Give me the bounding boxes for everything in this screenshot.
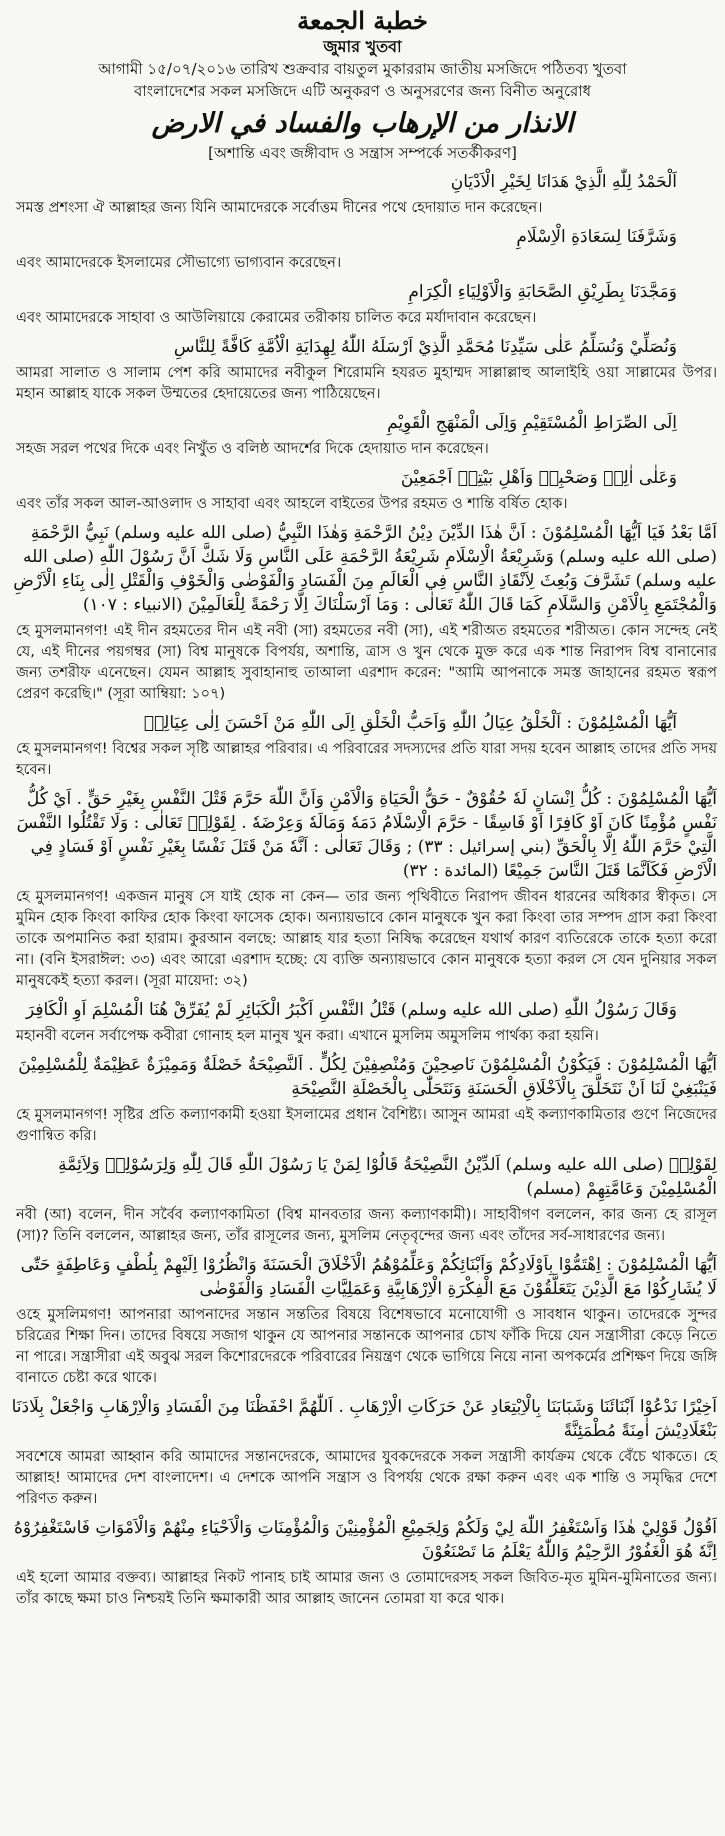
- arabic-passage: لِقَوْلِهٖ (صلى الله عليه وسلم) اَلدِّيْنُ النَّصِيْحَةُ قَالُوْا لِمَنْ يَا رَسُوْلَ اللّٰهِ قَالَ لِلّٰهِ وَلِرَسُوْلِهٖ وَلِاَئِمَّةِ الْمُسْلِمِيْنَ وَعَامَّتِهِمْ (مسلم): [58, 1155, 717, 1199]
- arabic-passage: اَلْحَمْدُ لِلّٰهِ الَّذِيْ هَدَانَا لِخَيْرِ الْاَدْيَانِ: [450, 172, 677, 192]
- intro-line-1: আগামী ১৫/০৭/২০১৬ তারিখ শুক্রবার বায়তুল মুকাররাম জাতীয় মসজিদে পঠিতব্য খুতবা: [98, 60, 627, 78]
- arabic-passage: اَيُّهَا الْمُسْلِمُوْنَ : فَيَكُوْنُ الْمُسْلِمُوْنَ نَاصِحِيْنَ وَمُنْصِفِيْنَ لِكُلٍّ . اَلنَّصِيْحَةُ خَصْلَةٌ وَمَمِيْزَةٌ عَظِيْمَةٌ لِلْمُسْلِمِيْنَ فَيَنْبَغِيْ لَنَا اَنْ نَتَخَلَّقَ بِالْاَخْلَاقِ الْحَسَنَةِ وَنَتَحَلّٰى بِالْخَصْلَةِ النَّصِيْحَةِ: [18, 1055, 717, 1099]
- arabic-passage: اَقُوْلُ قَوْلِيْ هٰذَا وَاَسْتَغْفِرُ اللّٰهَ لِيْ وَلَكُمْ وَلِجَمِيْعِ الْمُؤْمِنِيْنَ وَالْمُؤْمِنَاتِ وَالْاَحْيَاءِ مِنْهُمْ وَالْاَمْوَاتِ فَاسْتَغْفِرُوْهُ اِنَّهٗ هُوَ الْغَفُوْرُ الرَّحِيْمُ وَاللّٰهُ يَعْلَمُ مَا تَصْنَعُوْنَ: [13, 1518, 717, 1562]
- arabic-passage: وَنُصَلِّيْ وَنُسَلِّمُ عَلٰى سَيِّدِنَا مُحَمَّدِ الَّذِيْ اَرْسَلَهُ اللّٰهُ لِهِدَايَةِ الْاُمَّةِ كَافَّةً لِلنَّاسِ: [173, 337, 677, 357]
- bengali-translation: আমরা সালাত ও সালাম পেশ করি আমাদের নবীকুল শিরোমনি হযরত মুহাম্মদ সাল্লাল্লাহু আলাইহি ওয়া সাল্লামের উপর। মহান আল্লাহ যাকে সকল উম্মতের হেদায়েতের জন্য পাঠিয়েছেন।: [16, 365, 717, 402]
- bengali-translation: ওহে মুসলিমগণ! আপনারা আপনাদের সন্তান সন্ততির বিষয়ে বিশেষভাবে মনোযোগী ও সাবধান থাকুন। তাদেরকে সুন্দর চরিত্রের শিক্ষা দিন। তাদের বিষয়ে সজাগ থাকুন যে আপনার সন্তানকে আপনার চোখ ফাঁকি দিয়ে যেন সন্ত্রাসীরা কেড়ে নিতে না পারে। সন্ত্রাসীরা এই অবুঝ সরল কিশোরদেরকে পরিবারের নিয়ন্ত্রণ থেকে ভাগিয়ে নিয়ে নানা অপকর্মের প্রশিক্ষণ দিয়ে জঙ্গি বানাতে চেষ্টা করে থাকে।: [16, 1307, 717, 1386]
- arabic-title: خطبة الجمعة: [297, 6, 428, 35]
- bengali-translation: সবশেষে আমরা আহ্বান করি আমাদের সন্তানদেরকে, আমাদের যুবকদেরকে সকল সন্ত্রাসী কার্যক্রম থেকে বেঁচে থাকতে। হে আল্লাহ! আমাদের দেশ বাংলাদেশ। এ দেশকে আপনি সন্ত্রাস ও বিপর্যয় থেকে রক্ষা করুন এবং এক শান্তি ও সমৃদ্ধির দেশে পরিণত করুন।: [16, 1449, 717, 1507]
- arabic-passage: اَخِيْرًا نَدْعُوْا اَبْنَائَنَا وَشَبَابَنَا بِالْاِبْتِعَادِ عَنْ حَرَكَاتِ الْاِرْهَابِ . اَللّٰهُمَّ احْفَظْنَا مِنَ الْفَسَادِ وَالْاِرْهَابِ وَاجْعَلْ بِلَادَنَا بَنْغَلَادِيْشَ اٰمِنَةً مُطْمَئِنَّةً: [11, 1397, 717, 1441]
- arabic-passage: اَمَّا بَعْدُ فَيَا اَيُّهَا الْمُسْلِمُوْنَ : اَنَّ هٰذَا الدِّيْنَ دِيْنُ الرَّحْمَةِ وَهٰذَا النَّبِيُّ (صلى الله عليه وسلم) نَبِيُّ الرَّحْمَةِ (صلى الله عليه وسلم) وَشَرِيْعَةُ الْاِسْلَامِ شَرِيْعَةُ الرَّحْمَةِ عَلَى النَّاسِ وَلَا شَكَّ اَنَّ رَسُوْلَ اللّٰهِ (صلى الله عليه وسلم) تَشَرَّفَ وَبُعِثَ لِاَنْقَاذِ النَّاسِ فِي الْعَالَمِ مِنَ الْفَسَادِ وَالْفَوْضٰى وَالْخَوْفِ وَالْقَتْلِ اِلٰى بِنَاءِ الْاَرْضِ وَالْمُجْتَمَعِ بِالْاَمْنِ وَالسَّلَامِ كَمَا قَالَ اللّٰهُ تَعَالٰى : وَمَا اَرْسَلْنَاكَ اِلَّا رَحْمَةً لِلْعَالَمِيْنَ (الانبياء : ١٠٧): [13, 523, 717, 615]
- arabic-passage: اِلَى الصِّرَاطِ الْمُسْتَقِيْمِ وَاِلَى الْمَنْهَجِ الْقَوِيْمِ: [387, 413, 677, 433]
- khutba-title: الانذار من الإرهاب والفساد في الارض: [151, 108, 574, 139]
- arabic-passage: وَشَرَّفَنَا لِسَعَادَةِ الْاِسْلَامِ: [516, 227, 677, 247]
- arabic-passage: اَيُّهَا الْمُسْلِمُوْنَ : كُلُّ اِنْسَانٍ لَهٗ حُقُوْقٌ - حَقُّ الْحَيَاةِ وَالْاَمْنِ وَاَنَّ اللّٰهَ حَرَّمَ قَتْلَ النَّفْسِ بِغَيْرِ حَقٍّ . اَيْ كُلُّ نَفْسٍ مُؤْمِنًا كَانَ اَوْ كَافِرًا اَوْ فَاسِقًا - حَرَّمَ الْاِسْلَامُ دَمَهٗ وَمَالَهٗ وَعِرْضَهٗ . لِقَوْلِهٖ تَعَالٰى : وَلَا تَقْتُلُوا النَّفْسَ الَّتِيْ حَرَّمَ اللّٰهُ اِلَّا بِالْحَقِّ (بني إسرائيل : ٣٣) ; وَقَالَ تَعَالٰى : اَنَّهٗ مَنْ قَتَلَ نَفْسًا بِغَيْرِ نَفْسٍ اَوْ فَسَادٍ فِي الْاَرْضِ فَكَاَنَّمَا قَتَلَ النَّاسَ جَمِيْعًا (المائدة : ٣٢): [16, 789, 717, 881]
- bengali-translation: হে মুসলমানগণ! এই দীন রহমতের দীন এই নবী (সা) রহমতের নবী (সা), এই শরীঅত রহমতের শরীঅত। কোন সন্দেহ নেই যে, এই দীনের পয়গম্বর (সা) বিশ্ব মানুষকে বিপর্যয়, অশান্তি, ত্রাস ও খুন থেকে মুক্ত করে এক শান্ত নিরাপদ বিশ্ব বানানোর জন্য তশরীফ এনেছেন। যেমন আল্লাহ সুবাহানাহু তাআলা এরশাদ করেন: "আমি আপনাকে সমস্ত জাহানের রহমত স্বরূপ প্রেরণ করেছি।" (সূরা আম্বিয়া: ১০৭): [16, 623, 717, 702]
- bengali-translation: সমস্ত প্রশংসা ঐ আল্লাহর জন্য যিনি আমাদেরকে সর্বোত্তম দীনের পথে হেদায়াত দান করেছেন।: [16, 200, 543, 216]
- bengali-translation: এই হলো আমার বক্তব্য। আল্লাহর নিকট পানাহ চাই আমার জন্য ও তোমাদেরসহ সকল জিবিত-মৃত মুমিন-মুমিনাতের জন্য। তাঁর কাছে ক্ষমা চাও নিশ্চয়ই তিনি ক্ষমাকারী আর আল্লাহ জানেন তোমরা যা করে থাক।: [16, 1570, 717, 1607]
- bengali-translation: এবং আমাদেরকে সাহাবা ও আউলিয়ায়ে কেরামের তরীকায় চালিত করে মর্যাদাবান করেছেন।: [16, 310, 537, 326]
- bengali-translation: হে মুসলমানগণ! একজন মানুষ সে যাই হোক না কেন— তার জন্য পৃথিবীতে নিরাপদ জীবন ধারনের অধিকার স্বীকৃত। সে মুমিন হোক কিংবা কাফির হোক কিংবা ফাসেক হোক। অন্যায়ভাবে কোন মানুষকে খুন করা কিংবা তার সম্পদ গ্রাস করা কিংবা তাকে অপমানিত করা হারাম। কুরআন বলছে: আল্লাহ যার হত্যা নিষিদ্ধ করেছেন যথার্থ কারণ ব্যতিরেকে তাকে হত্যা করো না। (বনি ইসরাঈল: ৩৩) এবং আরো এরশাদ হচ্ছে: যে ব্যক্তি অন্যায়ভাবে কোন মানুষকে হত্যা করল সে যেন দুনিয়ার সকল মানুষকেই হত্যা করল। (সূরা মায়েদা: ৩২): [16, 889, 717, 989]
- arabic-passage: اَيُّهَا الْمُسْلِمُوْنَ : اِهْتَمُّوْا بِاَوْلَادِكُمْ وَاَبْنَائِكُمْ وَعَلِّمُوْهُمُ الْاَخْلَاقَ الْحَسَنَةَ وَانْظُرُوْا اِلَيْهِمْ بِلُطْفٍ وَعَاطِفَةٍ حَتّٰى لَا يُشَارِكُوْا مَعَ الَّذِيْنَ يَتَعَلَّقُوْنَ مَعَ الْفِكْرَةِ الْاِرْهَابِيَّةِ وَعَمَلِيَّاتِ الْفَسَادِ وَالْفَوْضٰى: [20, 1255, 717, 1299]
- bengali-translation: হে মুসলমানগণ! বিশ্বের সকল সৃষ্টি আল্লাহর পরিবার। এ পরিবারের সদস্যদের প্রতি যারা সদয় হবেন আল্লাহ তাদের প্রতি সদয় হবেন।: [16, 741, 717, 778]
- khutba-subtitle: [অশান্তি এবং জঙ্গীবাদ ও সন্ত্রাস সম্পর্কে সতর্কীকরণ]: [208, 144, 517, 162]
- bengali-title: জুমার খুতবা: [323, 37, 402, 56]
- bengali-translation: এবং তাঁর সকল আল-আওলাদ ও সাহাবা এবং আহলে বাইতের উপর রহমত ও শান্তি বর্ষিত হোক।: [16, 496, 568, 512]
- bengali-translation: এবং আমাদেরকে ইসলামের সৌভাগ্যে ভাগ্যবান করেছেন।: [16, 255, 342, 271]
- arabic-passage: وَقَالَ رَسُوْلُ اللّٰهِ (صلى الله عليه وسلم) قَتْلُ النَّفْسِ اَكْبَرُ الْكَبَائِرِ لَمْ يُفَرِّقْ هُنَا الْمُسْلِمَ اَوِ الْكَافِرَ: [25, 1000, 677, 1020]
- bengali-translation: মহানবী বলেন সর্বাপেক্ষ কবীরা গোনাহ হল মানুষ খুন করা। এখানে মুসলিম অমুসলিম পার্থক্য করা হয়নি।: [16, 1028, 599, 1044]
- arabic-passage: وَعَلٰى اٰلِهٖ وَصَحْبِهٖ وَاَهْلِ بَيْتِهٖ اَجْمَعِيْنَ: [400, 468, 677, 488]
- intro-line-2: বাংলাদেশের সকল মসজিদে এটি অনুকরণ ও অনুসরণের জন্য বিনীত অনুরোধ: [133, 82, 592, 100]
- arabic-passage: وَمَجَّدَنَا بِطَرِيْقِ الصَّحَابَةِ وَالْاَوْلِيَاءِ الْكِرَامِ: [408, 282, 677, 302]
- bengali-translation: সহজ সরল পথের দিকে এবং নিখুঁত ও বলিষ্ঠ আদর্শের দিকে হেদায়াত দান করেছেন।: [16, 441, 489, 457]
- arabic-passage: اَيُّهَا الْمُسْلِمُوْنَ : اَلْخَلْقُ عِيَالُ اللّٰهِ وَاَحَبُّ الْخَلْقِ اِلَى اللّٰهِ مَنْ اَحْسَنَ اِلٰى عِيَالِهٖ: [143, 713, 677, 733]
- khutba-body: [8, 170, 717, 1610]
- bengali-translation: হে মুসলমানগণ! সৃষ্টির প্রতি কল্যাণকামী হওয়া ইসলামের প্রধান বৈশিষ্ট্য। আসুন আমরা এই কল্যাণকামিতার গুণে নিজেদের গুণান্বিত করি।: [16, 1107, 717, 1144]
- bengali-translation: নবী (আ) বলেন, দীন সর্বৈব কল্যাণকামিতা (বিশ্ব মানবতার জন্য কল্যাণকামী)। সাহাবীগণ বললেন, কার জন্য হে রাসূল (সা)? তিনি বললেন, আল্লাহর জন্য, তাঁর রাসূলের জন্য, মুসলিম নেতৃবৃন্দের জন্য এবং তাঁদের সর্ব-সাধারণের জন্য।: [16, 1207, 717, 1244]
